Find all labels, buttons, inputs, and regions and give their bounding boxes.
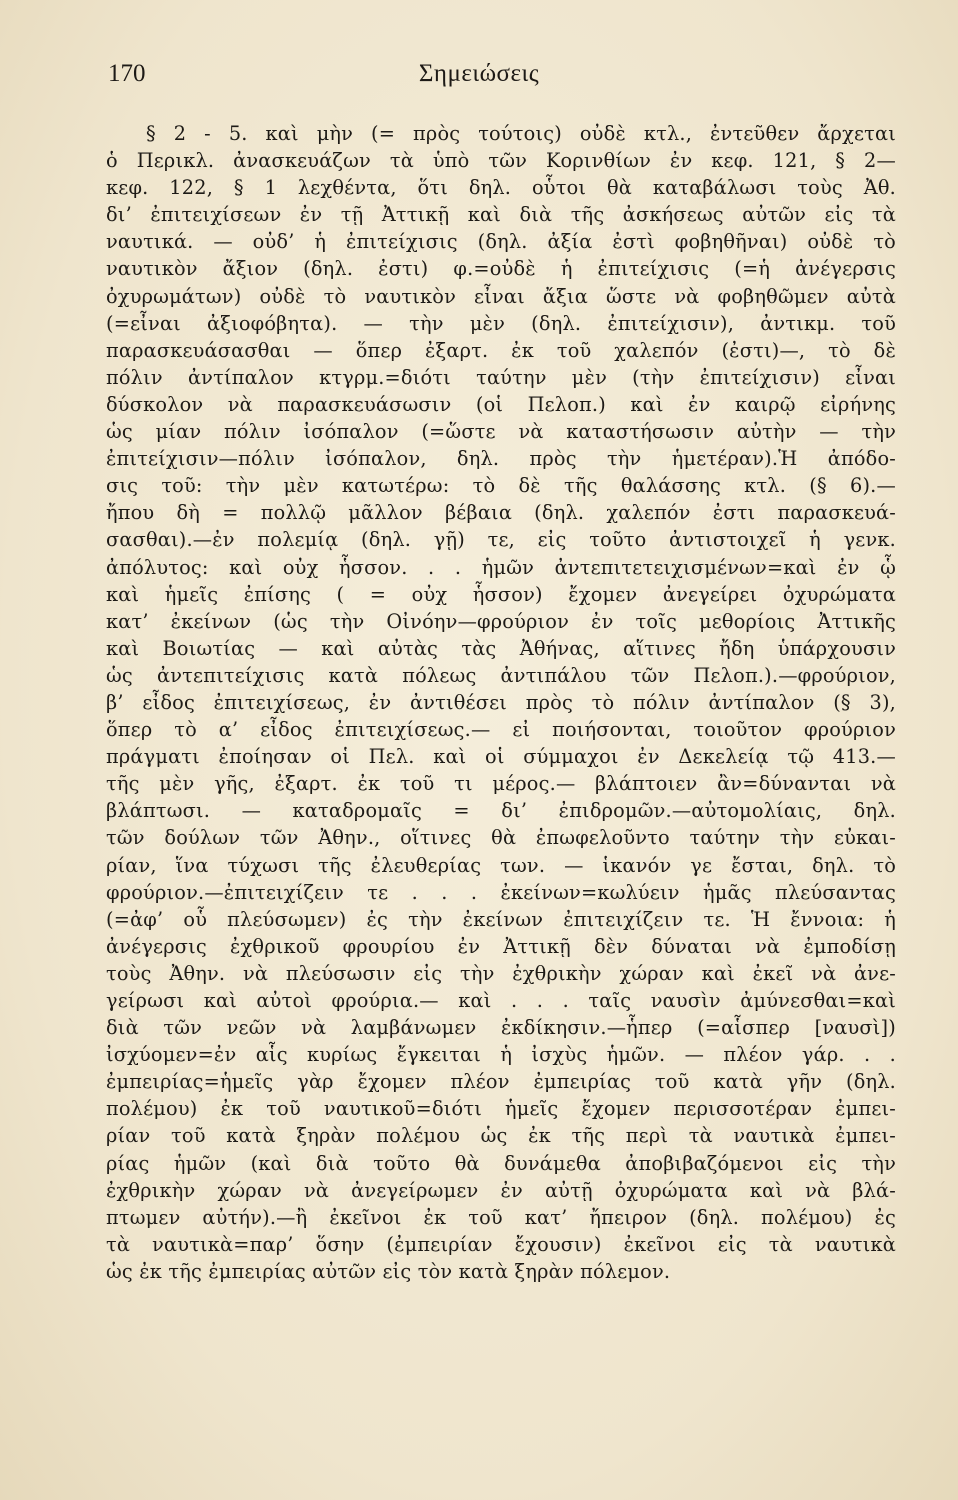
text-line: πράγματι ἐποίησαν οἱ Πελ. καὶ οἱ σύμμαχοι ἐν Δεκελείᾳ τῷ 413.— [106,745,896,769]
text-line: κατ’ ἐκείνων (ὡς τὴν Οἰνόην—φρούριον ἐν τοῖς μεθορίοις Ἀττικῆς [106,609,896,633]
text-line: καὶ Βοιωτίας — καὶ αὐτὰς τὰς Ἀθήνας, αἵτινες ἤδη ὑπάρχουσιν [106,636,896,660]
text-line: πόλιν ἀντίπαλον κτγρμ.=διότι ταύτην μὲν (τὴν ἐπιτείχισιν) εἶναι [106,365,896,389]
text-line: δι’ ἐπιτειχίσεων ἐν τῇ Ἀττικῇ καὶ διὰ τῆς ἀσκήσεως αὐτῶν εἰς τὰ [106,203,896,227]
text-line: β’ εἶδος ἐπιτειχίσεως, ἐν ἀντιθέσει πρὸς τὸ πόλιν ἀντίπαλον (§ 3), [106,690,896,714]
text-line: ἰσχύομεν=ἐν αἷς κυρίως ἔγκειται ἡ ἰσχὺς ἡμῶν. — πλέον γάρ. . . [106,1043,896,1067]
text-line: ἐχθρικὴν χώραν νὰ ἀνεγείρωμεν ἐν αὐτῇ ὀχυρώματα καὶ νὰ βλά- [106,1178,896,1202]
text-line: ὀχυρωμάτων) οὐδὲ τὸ ναυτικὸν εἶναι ἄξια ὥστε νὰ φοβηθῶμεν αὐτὰ [106,284,896,308]
text-line: τοὺς Ἀθην. νὰ πλεύσωσιν εἰς τὴν ἐχθρικὴν χώραν καὶ ἐκεῖ νὰ ἀνε- [106,961,896,985]
text-line: (=ἀφ’ οὗ πλεύσωμεν) ἐς τὴν ἐκείνων ἐπιτειχίζειν τε. Ἡ ἔννοια: ἡ [106,907,896,931]
text-line: πτωμεν αὐτήν).—ἢ ἐκεῖνοι ἐκ τοῦ κατ’ ἤπειρον (δηλ. πολέμου) ἐς [106,1205,896,1229]
text-line: ὡς ἀντεπιτείχισις κατὰ πόλεως ἀντιπάλου τῶν Πελοπ.).—φρούριον, [106,663,896,687]
text-line: ἀνέγερσις ἐχθρικοῦ φρουρίου ἐν Ἀττικῇ δὲν δύναται νὰ ἐμποδίσῃ [106,934,896,958]
text-line: βλάπτωσι. — καταδρομαῖς = δι’ ἐπιδρομῶν.—αὐτομολίαις, δηλ. [106,799,896,823]
text-line: κεφ. 122, § 1 λεχθέντα, ὅτι δηλ. οὗτοι θὰ καταβάλωσι τοὺς Ἀθ. [106,176,896,200]
text-line: ναυτικά. — οὐδ’ ἡ ἐπιτείχισις (δηλ. ἀξία ἐστὶ φοβηθῆναι) οὐδὲ τὸ [106,230,896,254]
text-line: σασθαι).—ἐν πολεμίᾳ (δηλ. γῇ) τε, εἰς τοῦτο ἀντιστοιχεῖ ἡ γενκ. [106,528,896,552]
text-line: ἤπου δὴ = πολλῷ μᾶλλον βέβαια (δηλ. χαλεπόν ἐστι παρασκευά- [106,501,896,525]
text-line: § 2 - 5. καὶ μὴν (= πρὸς τούτοις) οὐδὲ κτλ., ἐντεῦθεν ἄρχεται [146,122,896,145]
text-line: πολέμου) ἐκ τοῦ ναυτικοῦ=διότι ἡμεῖς ἔχομεν περισσοτέραν ἐμπει- [106,1097,896,1121]
running-title: Σημειώσεις [418,60,540,87]
text-line: ὡς ἐκ τῆς ἐμπειρίας αὐτῶν εἰς τὸν κατὰ ξηρὰν πόλεμον. [106,1259,671,1283]
page-header [0,60,958,100]
text-line: ὅπερ τὸ α’ εἶδος ἐπιτειχίσεως.— εἰ ποιήσονται, τοιοῦτον φρούριον [106,718,896,742]
text-line: ὡς μίαν πόλιν ἰσόπαλον (=ὥστε νὰ καταστήσωσιν αὐτὴν — τὴν [106,420,896,444]
text-line: διὰ τῶν νεῶν νὰ λαμβάνωμεν ἐκδίκησιν.—ἧπερ (=αἷσπερ [ναυσὶ]) [106,1016,896,1040]
text-line: τῆς μὲν γῆς, ἐξαρτ. ἐκ τοῦ τι μέρος.— βλάπτοιεν ἂν=δύνανται νὰ [106,772,896,796]
page-number: 170 [108,60,146,87]
text-line: ἀπόλυτος: καὶ οὐχ ἧσσον. . . ἡμῶν ἀντεπιτετειχισμένων=καὶ ἐν ᾧ [106,555,896,579]
text-line: ναυτικὸν ἄξιον (δηλ. ἐστι) φ.=οὐδὲ ἡ ἐπιτείχισις (=ἡ ἀνέγερσις [106,257,896,281]
text-line: ρίας ἡμῶν (καὶ διὰ τοῦτο θὰ δυνάμεθα ἀποβιβαζόμενοι εἰς τὴν [106,1151,896,1175]
text-line: (=εἶναι ἀξιοφόβητα). — τὴν μὲν (δηλ. ἐπιτείχισιν), ἀντικμ. τοῦ [106,311,896,335]
body-text [106,120,896,1285]
text-line: γείρωσι καὶ αὐτοὶ φρούρια.— καὶ . . . ταῖς ναυσὶν ἀμύνεσθαι=καὶ [106,989,896,1012]
text-line: παρασκευάσασθαι — ὅπερ ἐξαρτ. ἐκ τοῦ χαλεπόν (ἐστι)—, τὸ δὲ [106,338,896,362]
text-line: καὶ ἡμεῖς ἐπίσης ( = οὐχ ἧσσον) ἔχομεν ἀνεγείρει ὀχυρώματα [106,582,896,606]
text-line: ἐμπειρίας=ἡμεῖς γὰρ ἔχομεν πλέον ἐμπειρίας τοῦ κατὰ γῆν (δηλ. [106,1070,896,1094]
text-line: σις τοῦ: τὴν μὲν κατωτέρω: τὸ δὲ τῆς θαλάσσης κτλ. (§ 6).— [106,474,896,498]
text-line: ρίαν τοῦ κατὰ ξηρὰν πολέμου ὡς ἐκ τῆς περὶ τὰ ναυτικὰ ἐμπει- [106,1124,896,1148]
text-line: ρίαν, ἵνα τύχωσι τῆς ἐλευθερίας των. — ἱκανόν γε ἔσται, δηλ. τὸ [106,853,896,877]
text-line: ἐπιτείχισιν—πόλιν ἰσόπαλον, δηλ. πρὸς τὴν ἡμετέραν).Ἡ ἀπόδο- [106,447,896,471]
text-line: ὁ Περικλ. ἀνασκευάζων τὰ ὑπὸ τῶν Κορινθίων ἐν κεφ. 121, § 2— [106,149,896,173]
text-line: δύσκολον νὰ παρασκευάσωσιν (οἱ Πελοπ.) καὶ ἐν καιρῷ εἰρήνης [106,392,896,416]
text-line: τὰ ναυτικὰ=παρ’ ὅσην (ἐμπειρίαν ἔχουσιν) ἐκεῖνοι εἰς τὰ ναυτικὰ [106,1232,896,1256]
text-line: τῶν δούλων τῶν Ἀθην., οἵτινες θὰ ἐπωφελοῦντο ταύτην τὴν εὐκαι- [106,826,896,850]
text-line: φρούριον.—ἐπιτειχίζειν τε . . . ἐκείνων=κωλύειν ἡμᾶς πλεύσαντας [106,880,896,904]
